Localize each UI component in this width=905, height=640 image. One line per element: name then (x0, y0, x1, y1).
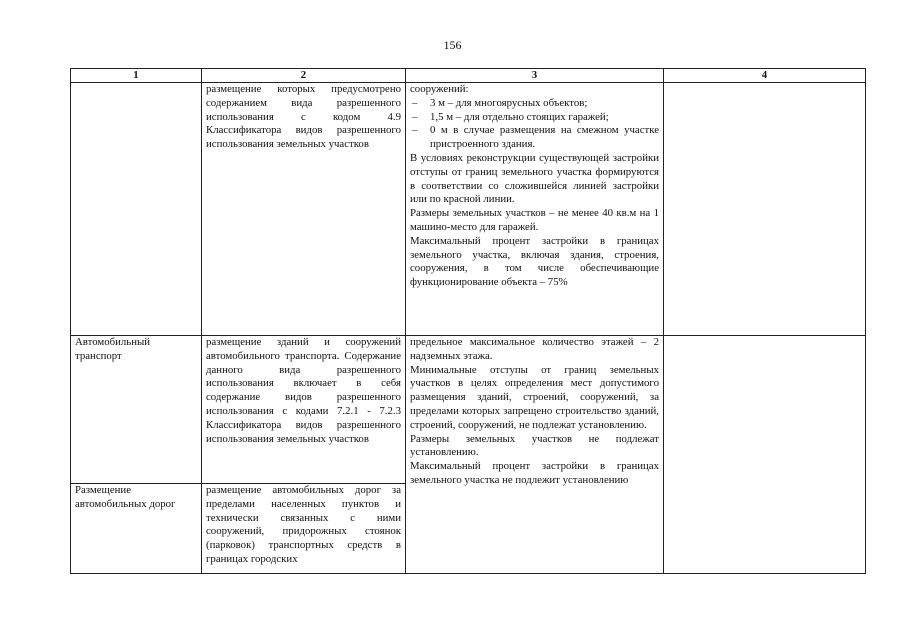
column-header-4: 4 (664, 69, 866, 83)
row3-description-cell: размещение автомобильных дорог за пределами населенных пунктов и технически связанных с ними сооружений, придорожных стоянок (парковок) транспортных средств в границах городских (202, 484, 406, 574)
coverage-paragraph: Максимальный процент застройки в границах земельного участка, включая здания, строения, сооружения, в том числе обеспечивающие функционирование объекта – 75% (410, 234, 659, 289)
row2-type-cell: Автомобильный транспорт (71, 336, 202, 484)
plot-size-paragraph: Размеры земельных участков – не менее 40 кв.м на 1 машино-место для гаражей. (410, 207, 659, 233)
row2-description-cell: размещение зданий и сооружений автомобильного транспорта. Содержание данного вида разрешенного использования включает в себя содержание видов разрешенного использования с кодами 7.2.1 - 7.2.3 Классификатора видов разрешенного использования земельных участков (202, 336, 406, 484)
row1-notes-cell (664, 83, 866, 336)
shared-parameters-cell (406, 336, 664, 574)
list-item: – 3 м – для многоярусных объектов; (410, 97, 659, 111)
page-number: 156 (443, 38, 462, 52)
column-header-1: 1 (71, 69, 202, 83)
row1-parameters-intro: сооружений: (410, 83, 469, 95)
row1-parameters-cell (406, 83, 664, 336)
floors-paragraph: предельное максимальное количество этажей – 2 надземных этажа. (410, 336, 659, 362)
shared-notes-cell (664, 336, 866, 574)
column-header-3: 3 (406, 69, 664, 83)
plot-size-paragraph: Размеры земельных участков не подлежат установлению. (410, 432, 659, 459)
table-row (71, 83, 866, 336)
reconstruction-paragraph: В условиях реконструкции существующей застройки отступы от границ земельного участка формируются в соответствии со сложившейся линией застройки или по красной линии. (410, 151, 659, 206)
row1-type-cell (71, 83, 202, 336)
setback-list (410, 97, 659, 152)
table-header-row (71, 69, 866, 83)
table-row (71, 336, 866, 484)
setbacks-paragraph: Минимальные отступы от границ земельных участков в целях определения мест допустимого размещения зданий, строений, сооружений, за пределами которых запрещено строительство зданий, строений, сооружений, не подлежат установлению. (410, 363, 659, 431)
regulations-table (70, 68, 866, 574)
row3-type-cell: Размещение автомобильных дорог (71, 484, 202, 574)
list-item: – 1,5 м – для отдельно стоящих гаражей; (410, 111, 659, 125)
list-item: – 0 м в случае размещения на смежном участке пристроенного здания. (410, 124, 659, 152)
column-header-2: 2 (202, 69, 406, 83)
row1-description-cell: размещение которых предусмотрено содержанием вида разрешенного использования с кодом 4.9 Классификатора видов разрешенного использования земельных участков (202, 83, 406, 336)
coverage-paragraph: Максимальный процент застройки в границах земельного участка не подлежит установлению (410, 460, 659, 486)
